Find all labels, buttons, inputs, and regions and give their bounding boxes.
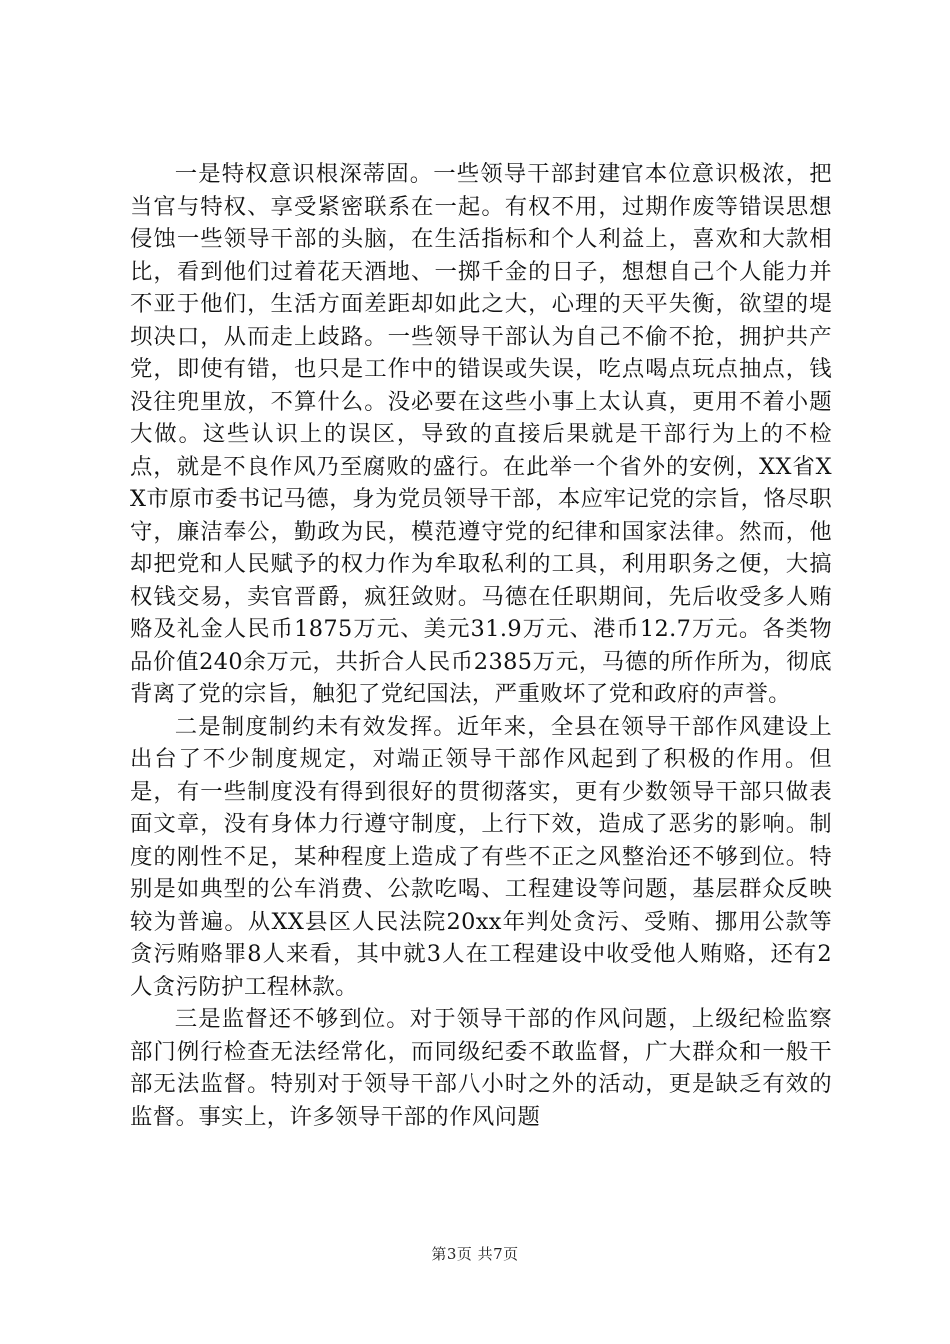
paragraph-supervision: 三是监督还不够到位。对于领导干部的作风问题，上级纪检监察部门例行检查无法经常化，而同级纪委不敢监督，广大群众和一般干部无法监督。特别对于领导干部八小时之外的活动，更是缺乏有效的监督。事实上，许多领导干部的作风问题 bbox=[130, 1006, 832, 1130]
paragraph-system-constraints: 二是制度制约未有效发挥。近年来，全县在领导干部作风建设上出台了不少制度规定，对端正领导干部作风起到了积极的作用。但是，有一些制度没有得到很好的贯彻落实，更有少数领导干部只做表面文章，没有身体力行遵守制度，上行下效，造成了恶劣的影响。制度的刚性不足，某种程度上造成了有些不正之风整治还不够到位。特别是如典型的公车消费、公款吃喝、工程建设等问题，基层群众反映较为普遍。从XX县区人民法院20xx年判处贪污、受贿、挪用公款等贪污贿赂罪8人来看，其中就3人在工程建设中收受他人贿赂，还有2人贪污防护工程林款。 bbox=[130, 713, 832, 1000]
paragraph-privilege-awareness: 一是特权意识根深蒂固。一些领导干部封建官本位意识极浓，把当官与特权、享受紧密联系在一起。有权不用，过期作废等错误思想侵蚀一些领导干部的头脑，在生活指标和个人利益上，喜欢和大款相比，看到他们过着花天酒地、一掷千金的日子，想想自己个人能力并不亚于他们，生活方面差距却如此之大，心理的天平失衡，欲望的堤坝决口，从而走上歧路。一些领导干部认为自己不偷不抢，拥护共产党，即使有错，也只是工作中的错误或失误，吃点喝点玩点抽点，钱没往兜里放，不算什么。没必要在这些小事上太认真，更用不着小题大做。这些认识上的误区，导致的直接后果就是干部行为上的不检点，就是不良作风乃至腐败的盛行。在此举一个省外的安例，XX省XX市原市委书记马德，身为党员领导干部，本应牢记党的宗旨，恪尽职守，廉洁奉公，勤政为民，模范遵守党的纪律和国家法律。然而，他却把党和人民赋予的权力作为牟取私利的工具，利用职务之便，大搞权钱交易，卖官晋爵，疯狂敛财。马德在任职期间，先后收受多人贿赂及礼金人民币1875万元、美元31.9万元、港币12.7万元。各类物品价值240余万元，共折合人民币2385万元，马德的所作所为，彻底背离了党的宗旨，触犯了党纪国法，严重败坏了党和政府的声誉。 bbox=[130, 161, 832, 707]
document-body bbox=[130, 158, 832, 1133]
page-number-footer: 第3页 共7页 bbox=[431, 1245, 519, 1263]
